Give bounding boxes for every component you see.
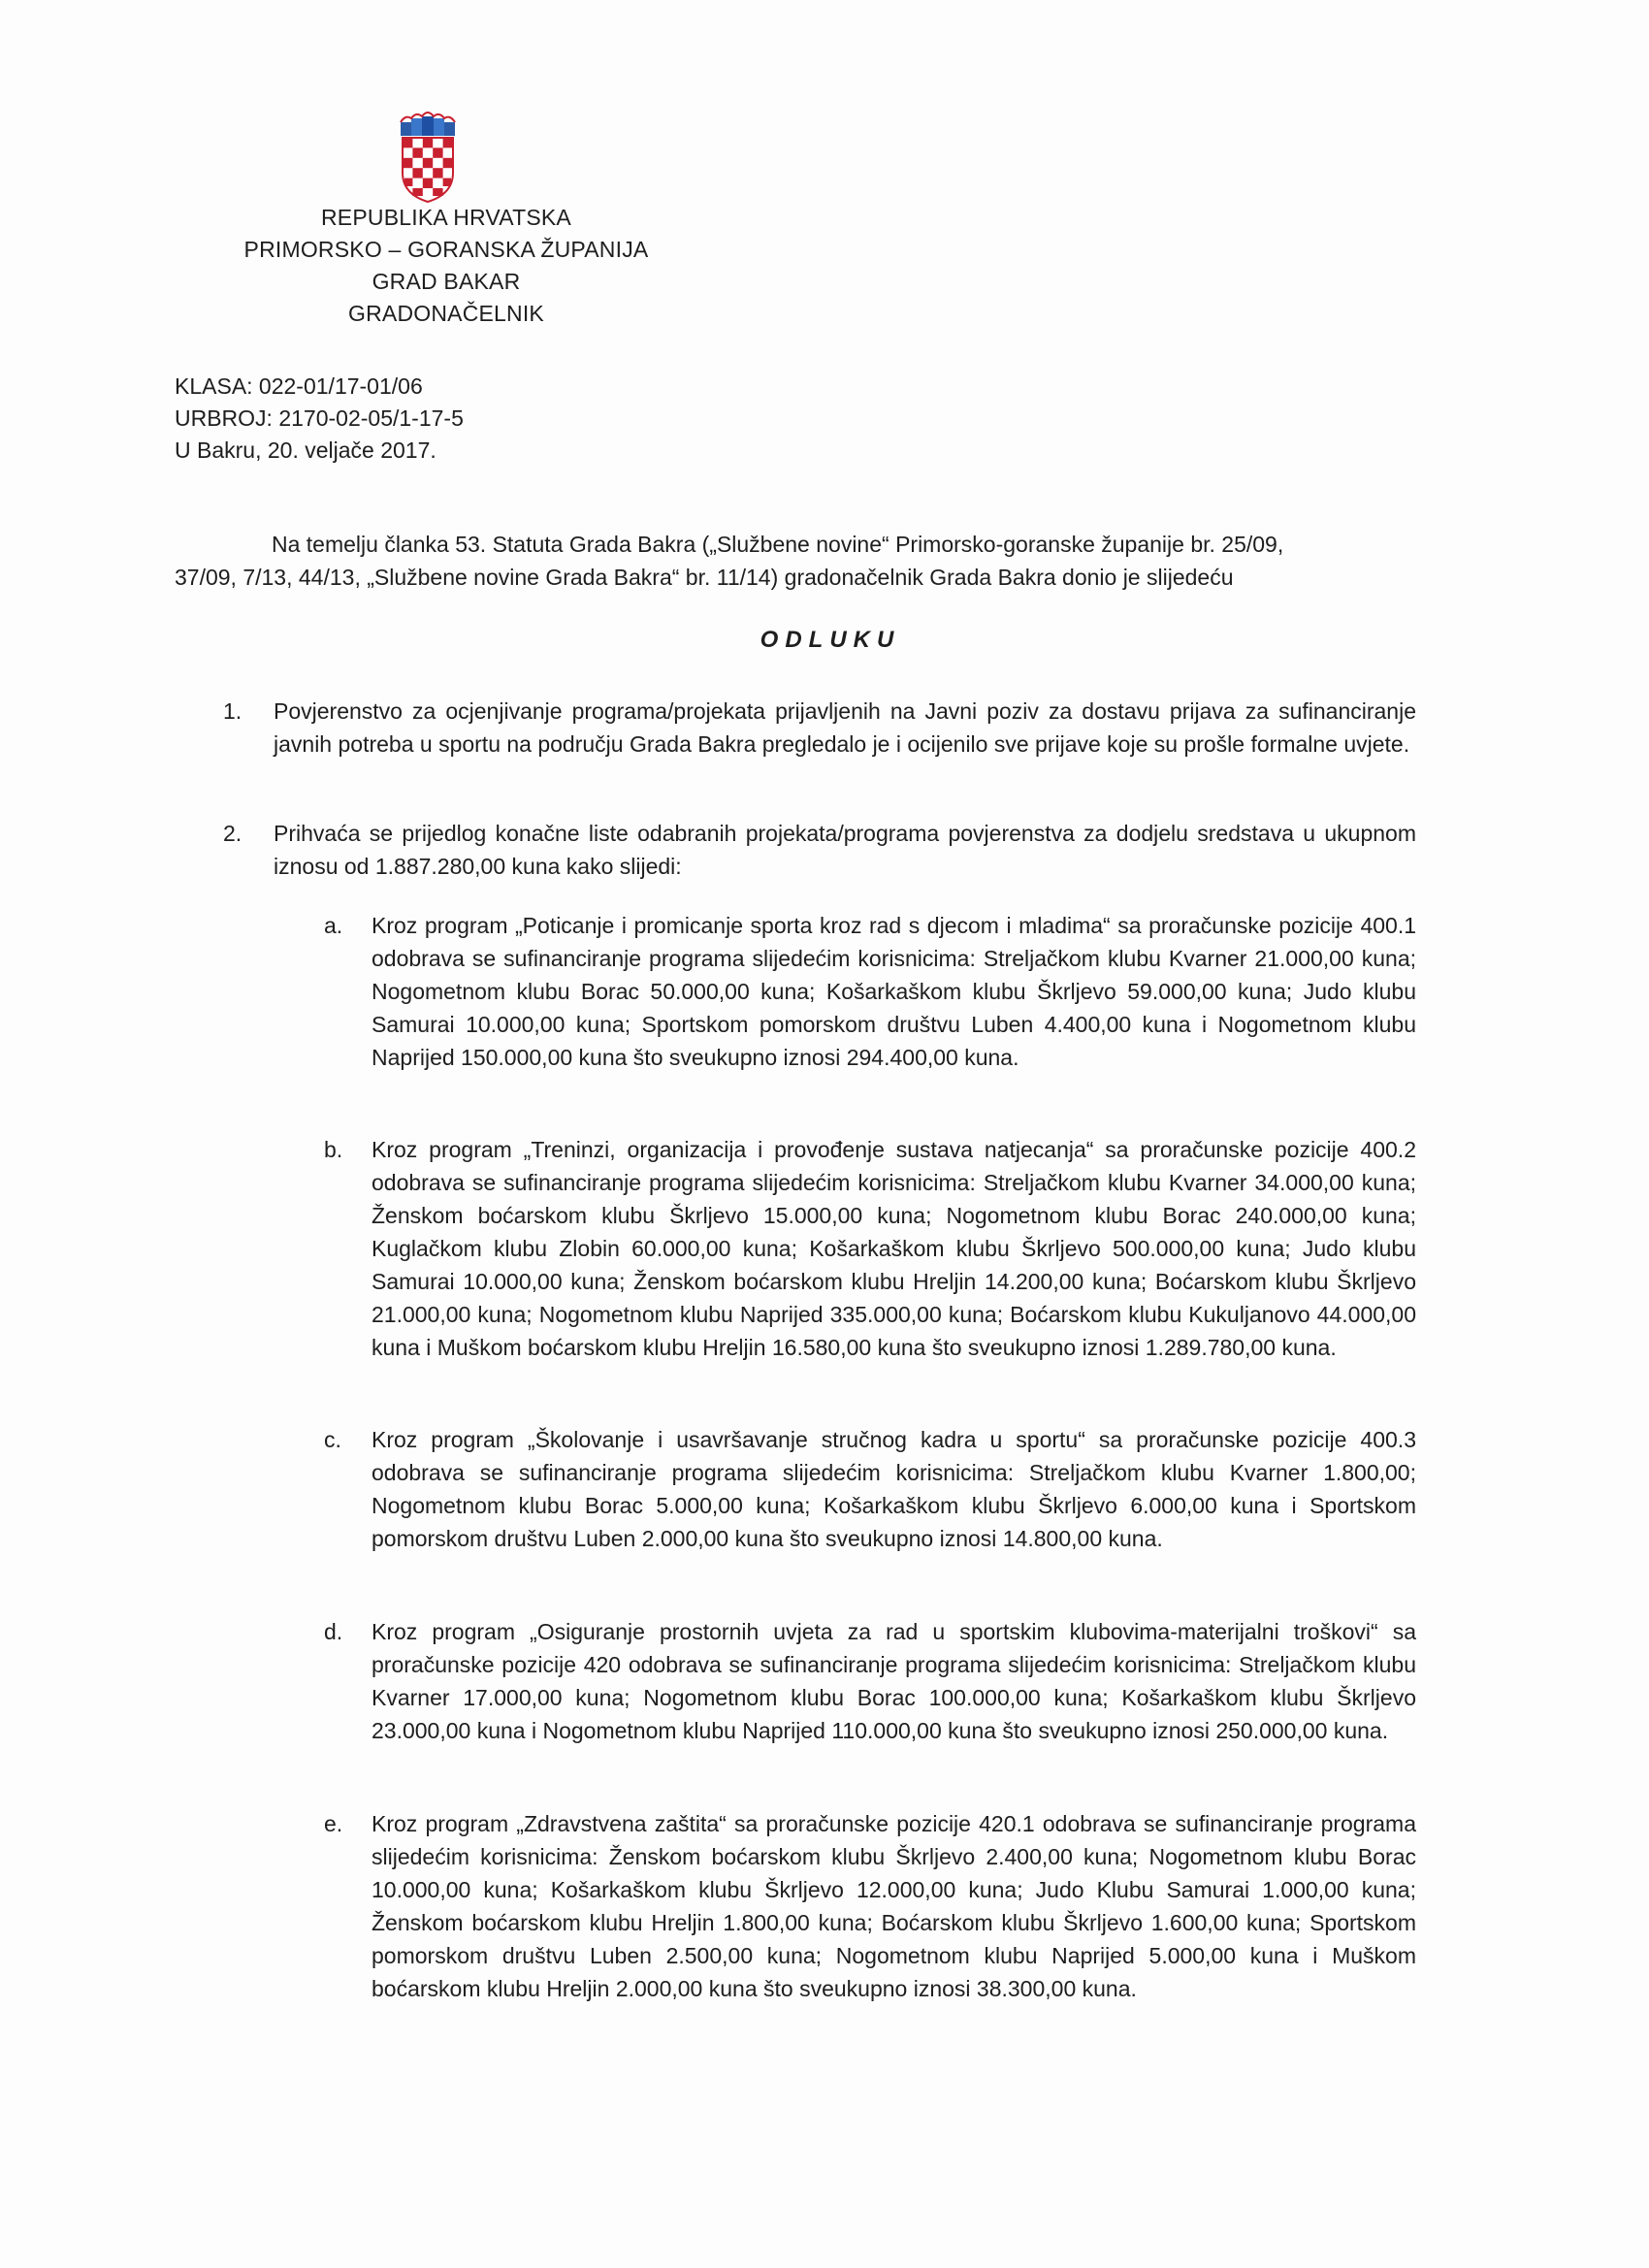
header-line-republic: REPUBLIKA HRVATSKA xyxy=(321,205,571,230)
sub-item xyxy=(324,1615,1416,1747)
sub-item-text: Kroz program „Poticanje i promicanje sporta kroz rad s djecom i mladima“ sa proračunske pozicije 400.1 odobrava se sufinanciranje programa slijedećim korisnicima: Streljačkom klubu Kvarner 21.000,00 kuna; Nogometnom klubu Borac 50.000,00 kuna; Košarkaškom klubu Škrljevo 59.000,00 kuna; Judo klubu Samurai 10.000,00 kuna; Sportskom pomorskom društvu Luben 4.400,00 kuna i Nogometnom klubu Naprijed 150.000,00 kuna što sveukupno iznosi 294.400,00 kuna. xyxy=(372,913,1416,1070)
sub-item xyxy=(324,1807,1416,2005)
croatian-coat-of-arms-icon xyxy=(397,109,459,204)
decision-title: ODLUKU xyxy=(760,627,901,653)
crown xyxy=(401,113,455,136)
urbroj-line: URBROJ: 2170-02-05/1-17-5 xyxy=(175,405,464,431)
item-number: 1. xyxy=(223,698,242,724)
sub-item-letter: b. xyxy=(324,1137,343,1162)
sub-item-letter: e. xyxy=(324,1811,343,1836)
issuer-header xyxy=(194,202,698,330)
document-meta xyxy=(175,371,464,467)
sub-item xyxy=(324,1423,1416,1555)
header-line-mayor: GRADONAČELNIK xyxy=(348,301,544,326)
sub-item-letter: c. xyxy=(324,1427,341,1452)
numbered-item xyxy=(223,817,1416,883)
item-text: Prihvaća se prijedlog konačne liste odabranih projekata/programa povjerenstva za dodjelu sredstava u ukupnom iznosu od 1.887.280,00 kuna kako slijedi: xyxy=(274,821,1416,879)
sub-item-text: Kroz program „Zdravstvena zaštita“ sa proračunske pozicije 420.1 odobrava se sufinanciranje programa slijedećim korisnicima: Ženskom boćarskom klubu Škrljevo 2.400,00 kuna; Nogometnom klubu Borac 10.000,00 kuna; Košarkaškom klubu Škrljevo 12.000,00 kuna; Judo Klubu Samurai 1.000,00 kuna; Ženskom boćarskom klubu Hreljin 1.800,00 kuna; Boćarskom klubu Škrljevo 1.600,00 kuna; Sportskom pomorskom društvu Luben 2.500,00 kuna; Nogometnom klubu Naprijed 5.000,00 kuna i Muškom boćarskom klubu Hreljin 2.000,00 kuna što sveukupno iznosi 38.300,00 kuna. xyxy=(372,1811,1416,2001)
item-text: Povjerenstvo za ocjenjivanje programa/projekata prijavljenih na Javni poziv za dostavu prijava za sufinanciranje javnih potreba u sportu na području Grada Bakra pregledalo je i ocijenilo sve prijave koje su prošle formalne uvjete. xyxy=(274,698,1416,757)
sub-item-text: Kroz program „Osiguranje prostornih uvjeta za rad u sportskim klubovima-materijalni troškovi“ sa proračunske pozicije 420 odobrava se sufinanciranje programa slijedećim korisnicima: Streljačkom klubu Kvarner 17.000,00 kuna; Nogometnom klubu Borac 100.000,00 kuna; Košarkaškom klubu Škrljevo 23.000,00 kuna i Nogometnom klubu Naprijed 110.000,00 kuna što sveukupno iznosi 250.000,00 kuna. xyxy=(372,1619,1416,1743)
intro-line-1: Na temelju članka 53. Statuta Grada Bakra („Službene novine“ Primorsko-goranske županije br. 25/09, xyxy=(272,532,1284,557)
sub-item-text: Kroz program „Treninzi, organizacija i provođenje sustava natjecanja“ sa proračunske pozicije 400.2 odobrava se sufinanciranje programa slijedećim korisnicima: Streljačkom klubu Kvarner 34.000,00 kuna; Ženskom boćarskom klubu Škrljevo 15.000,00 kuna; Nogometnom klubu Borac 240.000,00 kuna; Kuglačkom klubu Zlobin 60.000,00 kuna; Košarkaškom klubu Škrljevo 500.000,00 kuna; Judo klubu Samurai 10.000,00 kuna; Ženskom boćarskom klubu Hreljin 14.200,00 kuna; Boćarskom klubu Škrljevo 21.000,00 kuna; Nogometnom klubu Naprijed 335.000,00 kuna; Boćarskom klubu Kukuljanovo 44.000,00 kuna i Muškom boćarskom klubu Hreljin 16.580,00 kuna što sveukupno iznosi 1.289.780,00 kuna. xyxy=(372,1137,1416,1360)
klasa-line: KLASA: 022-01/17-01/06 xyxy=(175,373,423,399)
numbered-item xyxy=(223,695,1416,761)
sub-item-letter: d. xyxy=(324,1619,343,1644)
place-date-line: U Bakru, 20. veljače 2017. xyxy=(175,437,436,463)
sub-item xyxy=(324,909,1416,1074)
sub-item xyxy=(324,1133,1416,1364)
header-line-county: PRIMORSKO – GORANSKA ŽUPANIJA xyxy=(243,237,649,262)
intro-line-2: 37/09, 7/13, 44/13, „Službene novine Grada Bakra“ br. 11/14) gradonačelnik Grada Bakra donio je slijedeću xyxy=(175,565,1234,590)
intro-paragraph xyxy=(175,528,1416,594)
header-line-city: GRAD BAKAR xyxy=(372,269,521,294)
sub-item-letter: a. xyxy=(324,913,343,938)
sub-item-text: Kroz program „Školovanje i usavršavanje stručnog kadra u sportu“ sa proračunske pozicije 400.3 odobrava se sufinanciranje programa slijedećim korisnicima: Streljačkom klubu Kvarner 1.800,00; Nogometnom klubu Borac 5.000,00 kuna; Košarkaškom klubu Škrljevo 6.000,00 kuna i Sportskom pomorskom društvu Luben 2.000,00 kuna što sveukupno iznosi 14.800,00 kuna. xyxy=(372,1427,1416,1551)
item-number: 2. xyxy=(223,821,242,846)
checkered-shield xyxy=(403,138,453,202)
